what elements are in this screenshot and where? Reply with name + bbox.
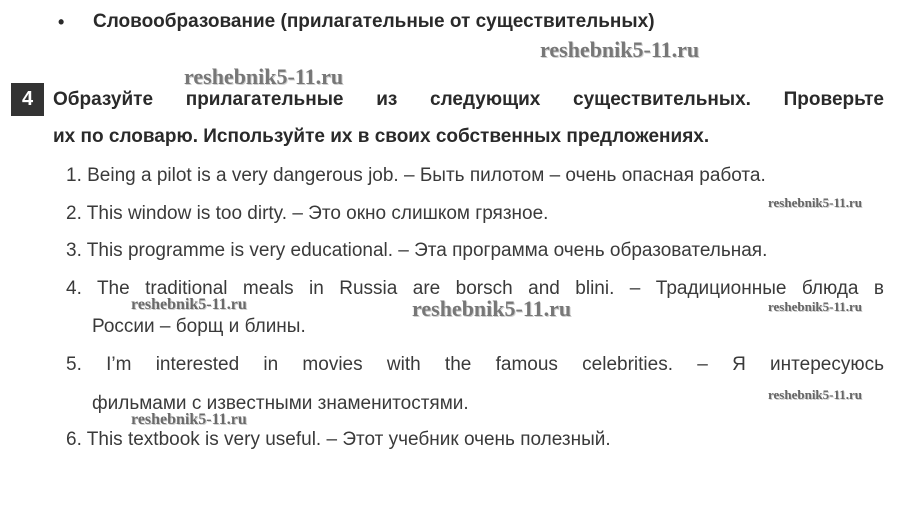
answer-item-4-continuation: России – борщ и блины. (92, 316, 306, 337)
answer-item-1: 1. Being a pilot is a very dangerous job. – Быть пилотом – очень опасная работа. (66, 165, 766, 186)
watermark: reshebnik5-11.ru (184, 64, 344, 89)
answer-item-3: 3. This programme is very educational. – Эта программа очень образовательная. (66, 240, 768, 261)
bullet-marker: • (58, 12, 65, 32)
watermark: reshebnik5-11.ru (131, 411, 247, 428)
watermark: reshebnik5-11.ru (540, 37, 700, 62)
watermark: reshebnik5-11.ru (768, 195, 863, 210)
task-number-badge: 4 (11, 83, 44, 116)
answer-item-4: 4. The traditional meals in Russia are borsch and blini. – Традиционные блюда в (66, 278, 884, 299)
answer-item-2: 2. This window is too dirty. – Это окно слишком грязное. (66, 203, 549, 224)
watermark: reshebnik5-11.ru (768, 387, 863, 402)
watermark: reshebnik5-11.ru (768, 299, 863, 314)
answer-item-6: 6. This textbook is very useful. – Этот учебник очень полезный. (66, 429, 611, 450)
task-instruction-line-1: Образуйте прилагательные из следующих существительных. Проверьте (53, 89, 884, 110)
task-instruction-line-2: их по словарю. Используйте их в своих собственных предложениях. (53, 126, 710, 147)
answer-item-5: 5. I’m interested in movies with the famous celebrities. – Я интересуюсь (66, 354, 884, 375)
watermark: reshebnik5-11.ru (412, 296, 572, 321)
answer-item-5-continuation: фильмами с известными знаменитостями. (92, 393, 469, 414)
section-heading: Словообразование (прилагательные от существительных) (93, 11, 655, 32)
watermark: reshebnik5-11.ru (131, 296, 247, 313)
